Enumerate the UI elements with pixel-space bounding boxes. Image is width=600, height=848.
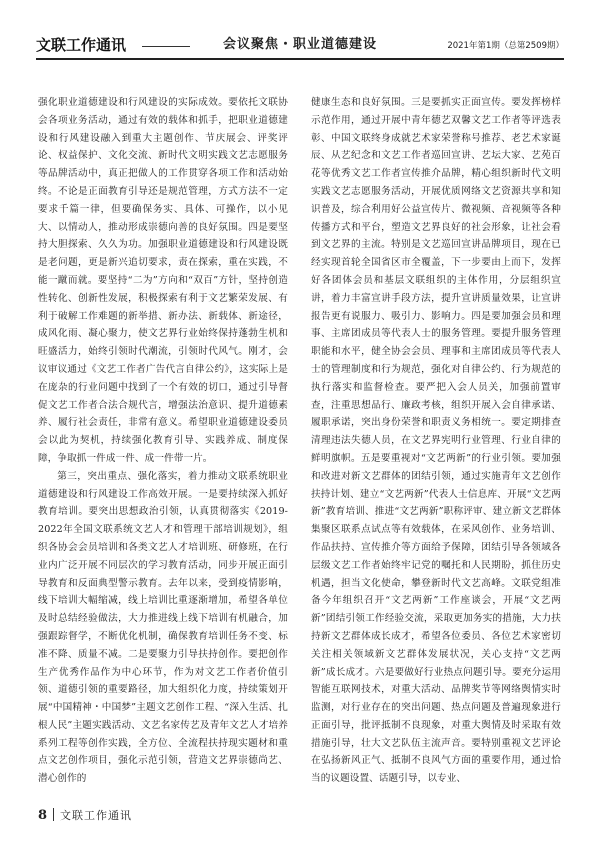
page-header — [36, 36, 564, 60]
footer-title: 文联工作通讯 — [60, 809, 133, 822]
paragraph: 强化职业道德建设和行风建设的实际成效。要依托文联协会各项业务活动，通过有效的载体和抓手，把职业道德建设和行风建设融入到重大主题创作、节庆展会、评奖评论、权益保护、文化交流、新时代文明实践文艺志愿服务等品牌活动中，真正把做人的工作贯穿各项工作和活动始终。不论是正面教育引导还是规范管理，方式方法不一定要求千篇一律，但要确保务实、具体、可操作，以小见大、以情动人，推动形成崇德向善的良好氛围。四是要坚持大胆探索、久久为功。加强职业道德建设和行风建设既是老问题，更是新兴追切要求，责在探索，重在实践，不能一蹴而就。要坚持“二为”方向和“双百”方针，坚持创造性转化、创新性发展，积极探索有利于文艺繁荣发展、有利于破解工作难题的新举措、新办法、新载体、新途径，成风化雨、凝心聚力，使文艺界行业始终保持蓬勃生机和旺盛活力，始终引领时代潮流，引领时代风气。刚才，会议审议通过《文艺工作者广告代言自律公约》，这实际上是在庞杂的行业问题中找到了一个有效的切口，通过引导督促文艺工作者合法合规代言，增强法治意识、提升道德素养、履行社会责任，非常有意义。希望职业道德建设委员会以此为契机，持续强化教育引导、实践养成、制度保障，争取抓一件成一件、成一件带一片。 — [38, 97, 288, 464]
footer-separator — [53, 808, 54, 821]
section-title: 会议聚焦・职业道德建设 — [222, 37, 377, 52]
issue-number: 2021年第1期（总第2509期） — [447, 41, 564, 51]
page-footer — [38, 804, 132, 822]
publication-brand: 文联工作通讯 — [36, 36, 127, 54]
page-number: 8 — [38, 808, 48, 823]
paragraph: 第三，突出重点、强化落实，着力推动文联系统职业道德建设和行风建设工作高效开展。一是要持续深入抓好教育培训。要突出思想政治引领，认真贯彻落实《2019-2022年全国文联系统文艺人才和管理干部培训规划》，组织各协会会员培训和各类文艺人才培训班、研修班，在行业内广泛开展不同层次的学习教育活动，同步开展正面引导教育和反面典型警示教育。去年以来，受到疫情影响，线下培训大幅缩减，线上培训比重逐渐增加，希望各单位及时总结经验做法，大力推进线上线下培训有机融合，加强跟踪督学，不断优化机制，确保教育培训任务不变、标准不降、质量不减。二是要聚力引导扶持创作。要把创作生产优秀作品作为中心环节，作为对文艺工作者价值引领、道德引领的重要路径，加大组织化力度，持续策划开展“中国精神・中国梦”主题文艺创作工程、“深入生活、扎根人民”主题实践活动、文艺名家传艺及青年文艺人才培养系列工程等创作实践，全方位、全流程扶持现实题材和重点文艺创作项目，强化示范引领，营造文艺界崇德尚艺、潜心创作的 — [38, 470, 288, 785]
paragraph: 健康生态和良好氛围。三是要抓实正面宣传。要发挥榜样示范作用，通过开展中青年德艺双馨文艺工作者等评选表彰、中国文联终身成就艺术家荣誉称号推荐、老艺术家诞辰、从艺纪念和文艺工作者巡回宣讲、艺坛大家、艺苑百花等优秀文艺工作者宣传推介品牌，精心组织新时代文明实践文艺志愿服务活动，开展优质网络文艺资源共享和知识普及，综合利用好公益宣传片、微视频、音视频等各种传播方式和平台，塑造文艺界良好的社会形象，让社会看到文艺界的主流。特别是文艺巡回宣讲品牌项目，现在已经实现首轮全国省区市全覆盖，下一步要由上而下，发挥好各团体会员和基层文联组织的主体作用，分层组织宣讲，着力丰富宣讲手段方法，提升宣讲质量效果，让宣讲报告更有说服力、吸引力、影响力。四是要加强会员和理事、主席团成员等代表人士的服务管理。要提升服务管理职能和水平，健全协会会员、理事和主席团成员等代表人士的管理制度和行为规范，强化对自律公约、行为规范的执行落实和监督检查。要严把入会人员关，加强前置审查，注重思想品行、廉政考核，组织开展入会自律承诺、履职承诺，突出身份荣誉和职责义务相统一。要定期排查清理违法失德人员，在文艺界宪明行业管理、行业自律的鲜明旗帜。五是要重视对“文艺两新”的行业引领。要加强和改进对新文艺群体的团结引领，通过实施青年文艺创作扶持计划、建立“文艺两新”代表人士信息库、开展“文艺两新”教育培训、推进“文艺两新”职称评审、建立新文艺群体集聚区联系点试点等有效载体，在采风创作、业务培训、作品扶持、宣传推介等方面给予保障，团结引导各领域各层级文艺工作者始终牢记党的嘱托和人民期盼，抓住历史机遇，担当文化使命，攀登新时代文艺高峰。文联党组准备今年组织召开“文艺两新”工作座谈会，开展“文艺两新”团结引领工作经验交流，采取更加务实的措施，大力扶持新文艺群体成长成才，希望各位委员、各位艺术家密切关注相关领域新文艺群体发展状况，关心支持“文艺两新”成长成才。六是要做好行业热点问题引导。要充分运用智能互联网技术，对重大活动、品牌奖节等网络舆情实时监测，对行业存在的突出问题、热点问题及普遍现象进行正面引导，批评抵制不良现象，对重大舆情及时采取有效措施引导，壮大文艺队伍主流声音。要特别重视文艺评论在弘扬新风正气、抵制不良风气方面的重要作用，通过恰当的议题设置、话题引导，以专业、 — [311, 97, 561, 785]
body-column-left — [38, 94, 288, 794]
header-divider — [36, 58, 564, 60]
body-column-right — [311, 94, 561, 794]
